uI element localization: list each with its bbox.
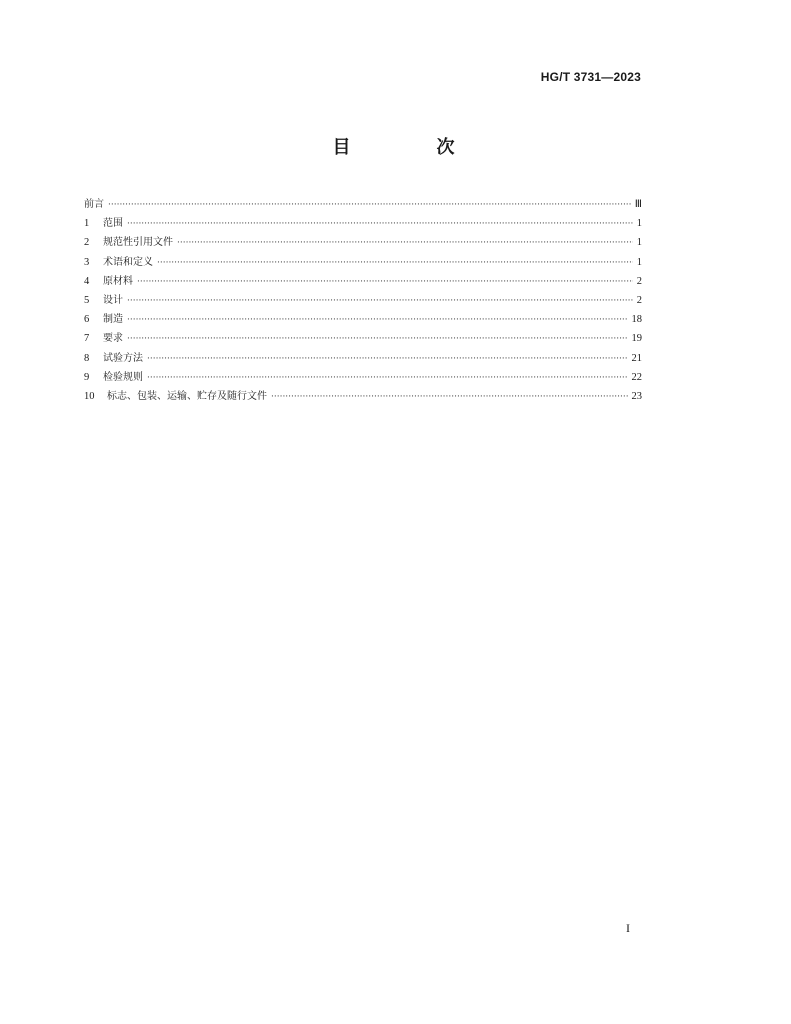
toc-entry-number: 3 bbox=[84, 256, 90, 268]
table-of-contents bbox=[84, 195, 642, 406]
toc-entry-number: 5 bbox=[84, 294, 90, 306]
toc-leader-dots bbox=[137, 273, 633, 292]
toc-leader-dots bbox=[271, 388, 628, 407]
toc-leader-dots bbox=[127, 311, 628, 330]
toc-leader-dots bbox=[127, 215, 633, 234]
toc-entry-page: 1 bbox=[636, 256, 642, 268]
toc-entry-label: 设计 bbox=[103, 294, 123, 306]
toc-entry-label: 术语和定义 bbox=[103, 256, 153, 268]
toc-entry-page: 19 bbox=[631, 333, 642, 345]
toc-entry-manufacturing[interactable] bbox=[84, 310, 642, 329]
toc-entry-scope[interactable] bbox=[84, 214, 642, 233]
toc-entry-label: 标志、包装、运输、贮存及随行文件 bbox=[107, 390, 267, 402]
toc-leader-dots bbox=[147, 350, 628, 369]
toc-entry-label: 试验方法 bbox=[103, 352, 143, 364]
toc-entry-page: Ⅲ bbox=[634, 199, 642, 210]
toc-entry-label: 要求 bbox=[103, 333, 123, 345]
toc-entry-label: 规范性引用文件 bbox=[103, 237, 173, 249]
toc-entry-design[interactable] bbox=[84, 291, 642, 310]
toc-entry-page: 1 bbox=[636, 237, 642, 249]
toc-entry-page: 2 bbox=[636, 294, 642, 306]
toc-entry-label: 范围 bbox=[103, 218, 123, 230]
toc-leader-dots bbox=[127, 292, 633, 311]
toc-entry-number: 1 bbox=[84, 218, 90, 230]
toc-entry-foreword[interactable] bbox=[84, 195, 642, 214]
toc-entry-number: 10 bbox=[84, 390, 95, 402]
toc-entry-label: 制造 bbox=[103, 314, 123, 326]
toc-leader-dots bbox=[108, 196, 631, 215]
toc-leader-dots bbox=[177, 234, 633, 253]
toc-entry-number: 8 bbox=[84, 352, 90, 364]
toc-entry-page: 1 bbox=[636, 218, 642, 230]
toc-entry-raw-materials[interactable] bbox=[84, 272, 642, 291]
toc-entry-label: 原材料 bbox=[103, 275, 133, 287]
toc-entry-number: 9 bbox=[84, 371, 90, 383]
toc-entry-number: 2 bbox=[84, 237, 90, 249]
toc-entry-page: 18 bbox=[631, 314, 642, 326]
toc-entry-inspection-rules[interactable] bbox=[84, 368, 642, 387]
toc-entry-terms-definitions[interactable] bbox=[84, 253, 642, 272]
toc-leader-dots bbox=[157, 254, 633, 273]
toc-entry-page: 21 bbox=[631, 352, 642, 364]
toc-entry-page: 2 bbox=[636, 275, 642, 287]
toc-entry-number: 4 bbox=[84, 275, 90, 287]
page-number: I bbox=[626, 921, 630, 935]
standard-code: HG/T 3731—2023 bbox=[540, 70, 641, 84]
toc-entry-page: 23 bbox=[631, 390, 642, 402]
toc-entry-marking-packaging[interactable] bbox=[84, 387, 642, 406]
toc-leader-dots bbox=[127, 330, 628, 349]
toc-entry-requirements[interactable] bbox=[84, 329, 642, 348]
toc-entry-page: 22 bbox=[631, 371, 642, 383]
toc-leader-dots bbox=[147, 369, 628, 388]
toc-entry-label: 前言 bbox=[84, 199, 104, 210]
page-title: 目 次 bbox=[332, 137, 489, 158]
toc-entry-test-methods[interactable] bbox=[84, 349, 642, 368]
toc-entry-label: 检验规则 bbox=[103, 371, 143, 383]
toc-entry-number: 7 bbox=[84, 333, 90, 345]
toc-entry-number: 6 bbox=[84, 314, 90, 326]
toc-entry-normative-references[interactable] bbox=[84, 233, 642, 252]
